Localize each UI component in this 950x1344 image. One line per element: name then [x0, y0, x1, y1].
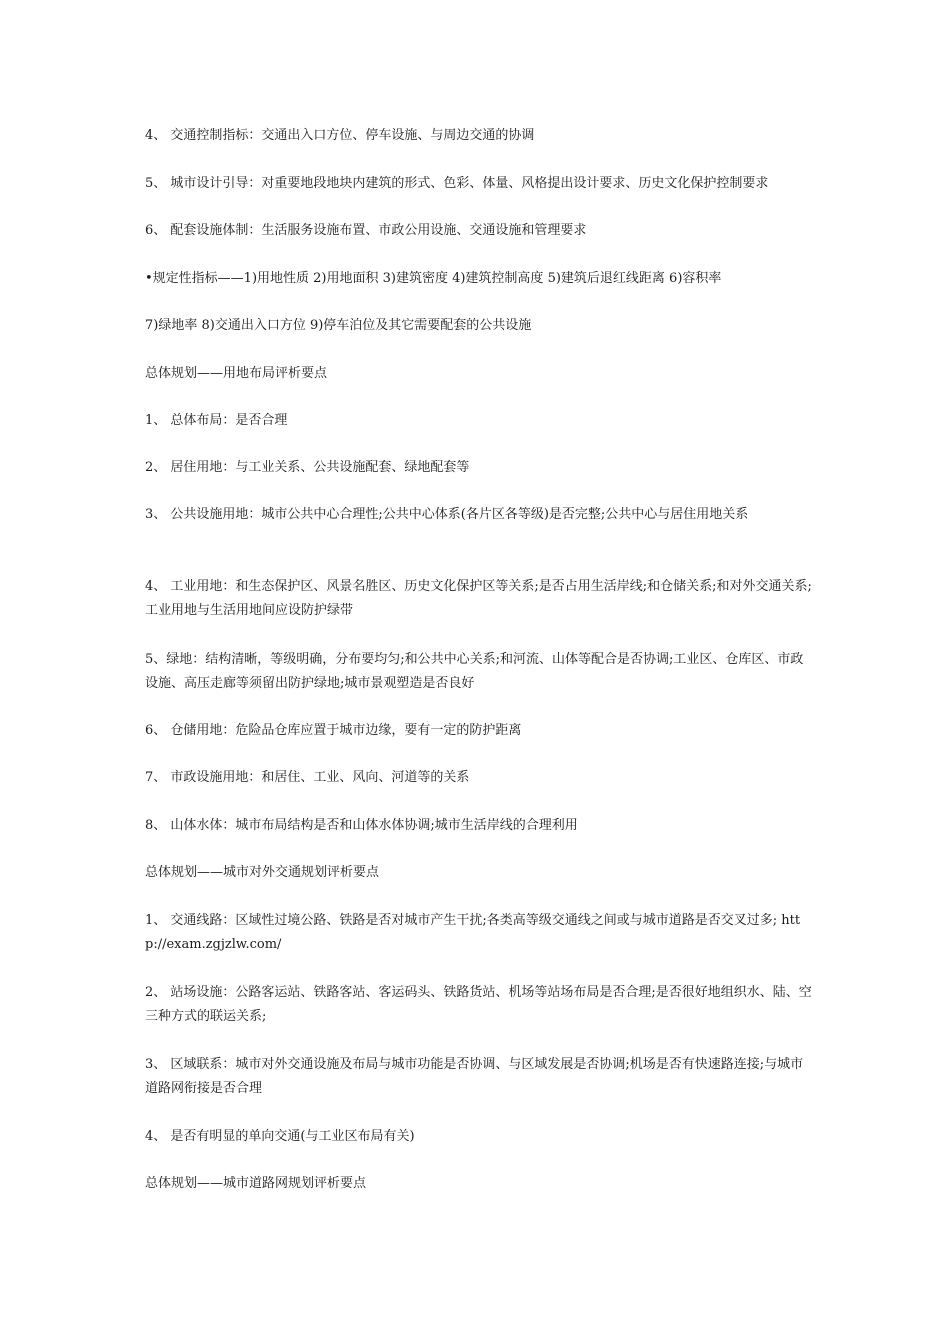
paragraph-industrial-land: 4、 工业用地：和生态保护区、风景名胜区、历史文化保护区等关系;是否占用生活岸线;和仓储关系;和对外交通关系;工业用地与生活用地间应设防护绿带 — [145, 579, 812, 618]
paragraph-regional-connection: 3、 区域联系：城市对外交通设施及布局与城市功能是否协调、与区域发展是否协调;机场是否有快速路连接;与城市道路网衔接是否合理 — [145, 1057, 804, 1096]
section-heading-external-traffic: 总体规划——城市对外交通规划评析要点 — [145, 865, 380, 880]
section-heading-road-network: 总体规划——城市道路网规划评析要点 — [145, 1176, 367, 1191]
paragraph-stations: 2、 站场设施：公路客运站、铁路客站、客运码头、铁路货站、机场等站场布局是否合理;是否很好地组织水、陆、空三种方式的联运关系; — [145, 985, 812, 1024]
paragraph-mandatory-indicators: •规定性指标——1)用地性质 2)用地面积 3)建筑密度 4)建筑控制高度 5)建筑后退红线距离 6)容积率 — [145, 271, 722, 286]
paragraph-one-way-traffic: 4、 是否有明显的单向交通(与工业区布局有关) — [145, 1129, 415, 1144]
paragraph-mandatory-indicators-cont: 7)绿地率 8)交通出入口方位 9)停车泊位及其它需要配套的公共设施 — [145, 318, 532, 333]
paragraph-green-land: 5、绿地：结构清晰，等级明确，分布要均匀;和公共中心关系;和河流、山体等配合是否协调;工业区、仓库区、市政设施、高压走廊等须留出防护绿地;城市景观塑造是否良好 — [145, 652, 804, 691]
paragraph-overall-layout: 1、 总体布局：是否合理 — [145, 413, 288, 428]
paragraph-traffic-control: 4、 交通控制指标：交通出入口方位、停车设施、与周边交通的协调 — [145, 128, 535, 143]
paragraph-public-facilities-land: 3、 公共设施用地：城市公共中心合理性;公共中心体系(各片区各等级)是否完整;公共中心与居住用地关系 — [145, 507, 749, 522]
section-heading-land-use: 总体规划——用地布局评析要点 — [145, 366, 328, 381]
paragraph-mountains-water: 8、 山体水体：城市布局结构是否和山体水体协调;城市生活岸线的合理利用 — [145, 818, 578, 833]
paragraph-supporting-facilities: 6、 配套设施体制：生活服务设施布置、市政公用设施、交通设施和管理要求 — [145, 223, 587, 238]
paragraph-traffic-lines: 1、 交通线路：区域性过境公路、铁路是否对城市产生干扰;各类高等级交通线之间或与城市道路是否交叉过多; http://exam.zgjzlw.com/ — [145, 913, 801, 952]
paragraph-municipal-facilities-land: 7、 市政设施用地：和居住、工业、风向、河道等的关系 — [145, 770, 470, 785]
paragraph-urban-design-guidance: 5、 城市设计引导：对重要地段地块内建筑的形式、色彩、体量、风格提出设计要求、历史文化保护控制要求 — [145, 176, 769, 191]
paragraph-residential-land: 2、 居住用地：与工业关系、公共设施配套、绿地配套等 — [145, 460, 470, 475]
paragraph-storage-land: 6、 仓储用地：危险品仓库应置于城市边缘，要有一定的防护距离 — [145, 723, 522, 738]
